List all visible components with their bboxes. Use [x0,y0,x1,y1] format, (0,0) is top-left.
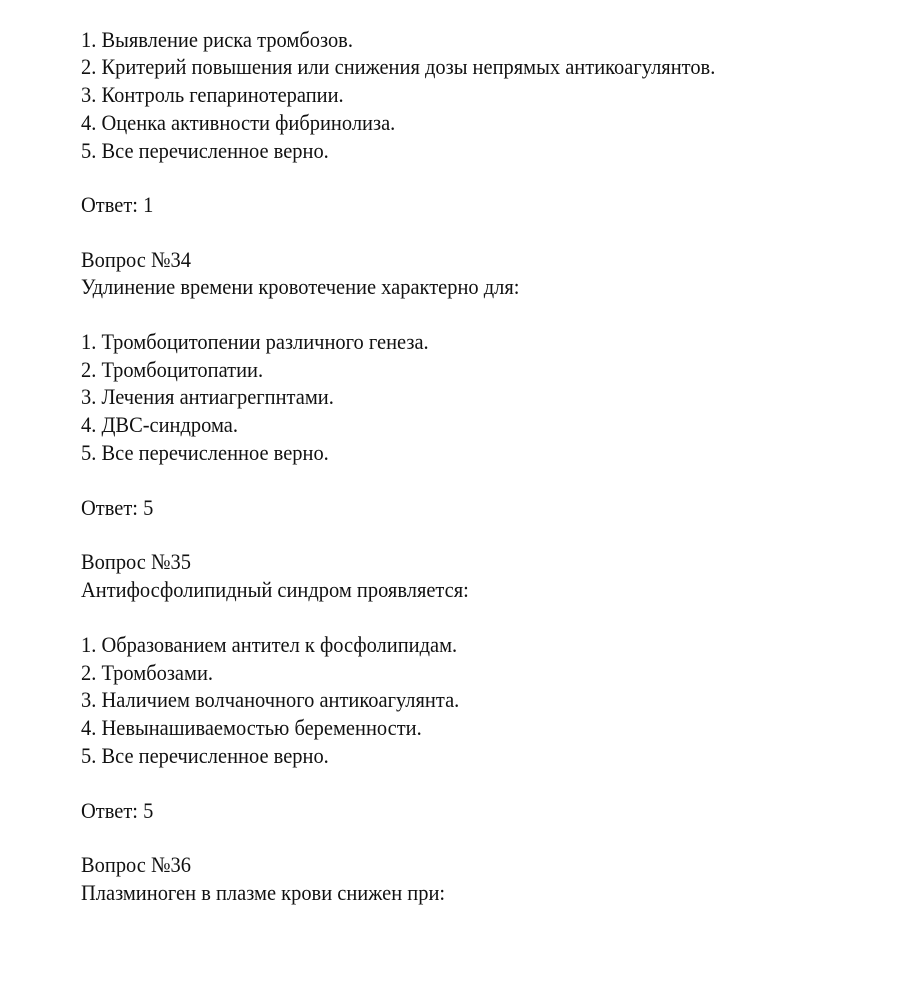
option-text: 2. Тромбоцитопатии. [81,357,264,382]
answer-text: Ответ: 1 [81,192,154,217]
option-text: 3. Наличием волчаночного антикоагулянта. [81,687,460,712]
question-title: Вопрос №35 [81,549,191,574]
option-text: 1. Образованием антител к фосфолипидам. [81,632,458,657]
question-text: Плазминоген в плазме крови снижен при: [81,880,446,905]
option-text: 4. ДВС-синдрома. [81,412,238,437]
question-text: Антифосфолипидный синдром проявляется: [81,577,469,602]
answer-text: Ответ: 5 [81,798,154,823]
option-text: 1. Выявление риска тромбозов. [81,27,353,52]
question-title: Вопрос №34 [81,247,191,272]
option-text: 3. Лечения антиагрегпнтами. [81,384,334,409]
option-text: 1. Тромбоцитопении различного генеза. [81,329,429,354]
option-text: 4. Оценка активности фибринолиза. [81,110,396,135]
option-text: 2. Тромбозами. [81,660,214,685]
answer-text: Ответ: 5 [81,495,154,520]
question-text: Удлинение времени кровотечение характерно для: [81,274,520,299]
option-text: 5. Все перечисленное верно. [81,743,329,768]
option-text: 5. Все перечисленное верно. [81,138,329,163]
question-title: Вопрос №36 [81,852,191,877]
option-text: 4. Невынашиваемостью беременности. [81,715,422,740]
option-text: 2. Критерий повышения или снижения дозы непрямых антикоагулянтов. [81,54,716,79]
option-text: 5. Все перечисленное верно. [81,440,329,465]
option-text: 3. Контроль гепаринотерапии. [81,82,344,107]
